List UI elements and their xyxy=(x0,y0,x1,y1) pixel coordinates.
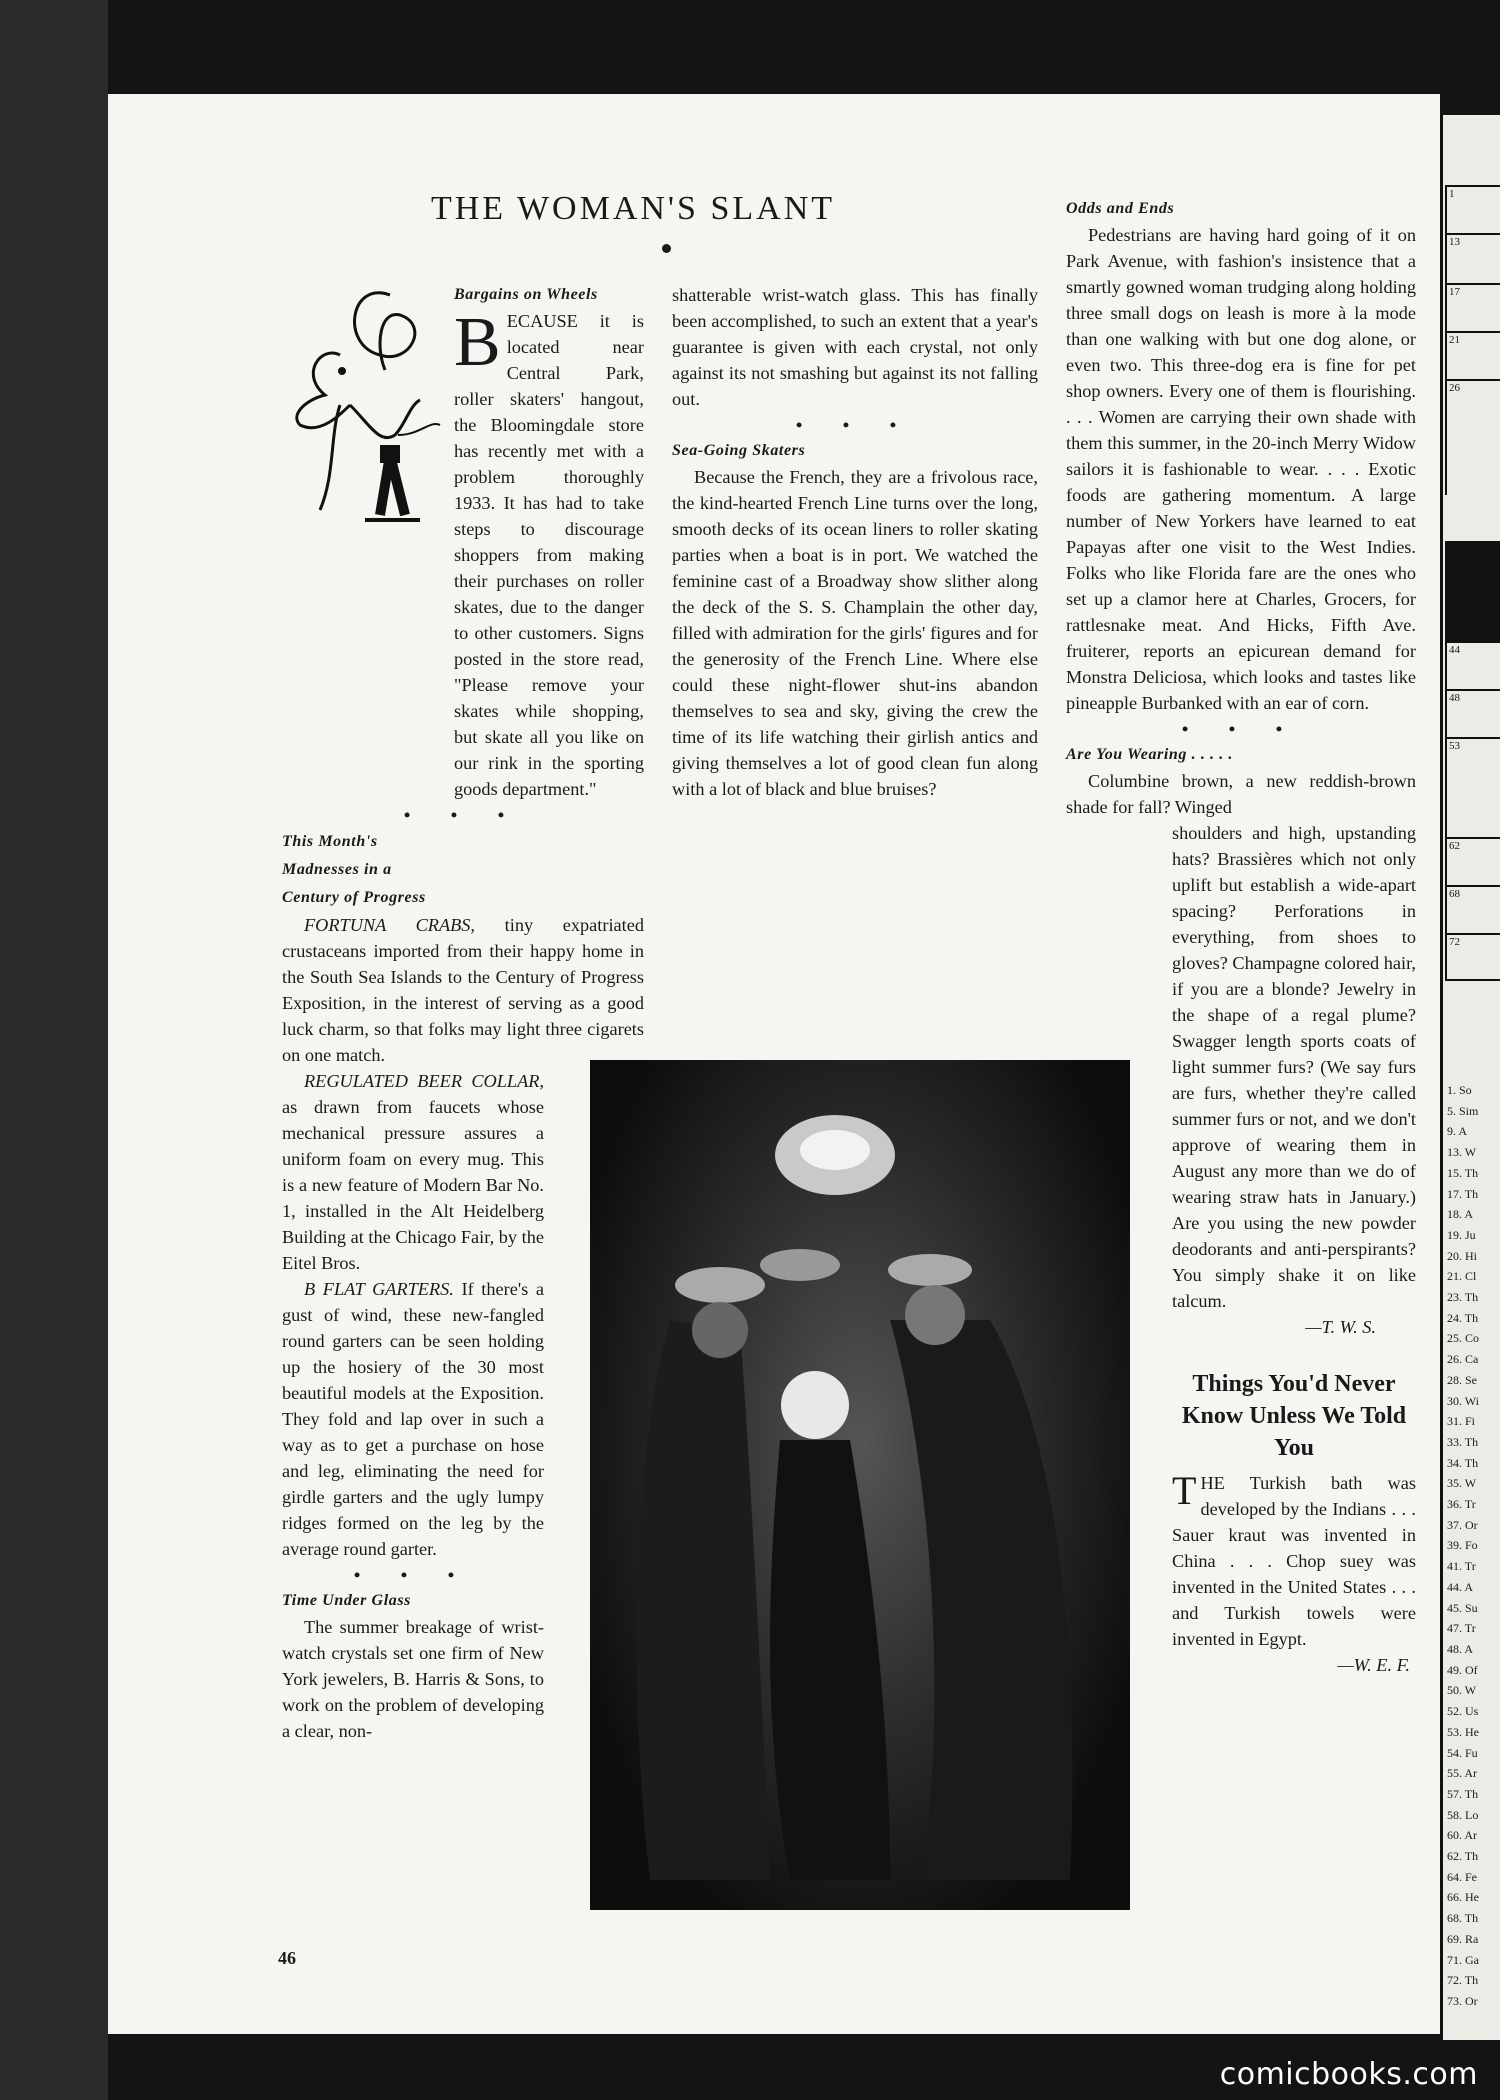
bargains-lead xyxy=(282,304,644,802)
crossword-clue: 35. W xyxy=(1447,1476,1477,1491)
crossword-clue: 18. A xyxy=(1447,1207,1474,1222)
crossword-clue: 41. Tr xyxy=(1447,1559,1476,1574)
fortuna-crabs-text: tiny expatriated crustaceans imported from their happy home in the South Sea Islands to the Century of Progress Exposition, in the interest of serving as a good luck charm, so that folks may light three cigarets on one match. xyxy=(282,915,644,1065)
sea-going-text: Because the French, they are a frivolous race, the kind-hearted French Line turns over the long, smooth decks of its ocean liners to roller skating parties when a boat is in port. We watched the feminine cast of a Broadway show slither along the deck of the S. S. Champlain the other day, filled with admiration for the girls' figures and for the generosity of the French Line. Where else could these night-flower shut-ins abandon themselves to sea and sky, giving the crew the time of its life watching their girlish antics and giving themselves a lot of good clean fun along with a lot of black and blue bruises? xyxy=(672,467,1038,799)
sidebar-box xyxy=(1172,1368,1416,1678)
crossword-cell: 53 xyxy=(1445,737,1500,837)
crossword-clue: 48. A xyxy=(1447,1641,1474,1656)
title-ornament xyxy=(662,244,671,253)
crossword-cell: 48 xyxy=(1445,689,1500,737)
crossword-clue: 71. Ga xyxy=(1447,1952,1479,1967)
garters-text: If there's a gust of wind, these new-fangled round garters can be seen holding up the hosiery of the 30 most beautiful models at the Exposition. They fold and lap over in such a way as to get a purchase on hose and leg, eliminating the need for girdle garters and the ugly lumpy ridges formed on the leg by the average round garter. xyxy=(282,1279,545,1559)
bargains-text: ECAUSE it is located near Central Park, roller skaters' hangout, the Bloomingdale store has recently met with a problem thoroughly 1933. It has had to take steps to discourage shoppers from making their purchases on roller skates, due to the danger to other customers. Signs posted in the store read, "Please remove your skates while shopping, but skate all you like on our rink in the sporting goods department." xyxy=(454,311,644,799)
crossword-clue: 60. Ar xyxy=(1447,1828,1477,1843)
crossword-cell: 72 xyxy=(1445,933,1500,981)
crossword-clue: 50. W xyxy=(1447,1683,1477,1698)
beer-collar-lead: REGULATED BEER COLLAR, xyxy=(304,1071,544,1091)
box-text xyxy=(1172,1470,1416,1652)
crossword-cell: 1 xyxy=(1445,185,1500,233)
crossword-cell: 37 xyxy=(1445,593,1500,641)
page-left-edge xyxy=(0,0,108,2100)
crossword-clue: 21. Cl xyxy=(1447,1269,1477,1284)
page-number: 46 xyxy=(278,1948,296,1968)
section-heading-are-you-wearing: Are You Wearing . . . . . xyxy=(1066,746,1234,763)
drop-cap: B xyxy=(454,304,501,381)
section-heading-sea-going: Sea-Going Skaters xyxy=(672,442,806,459)
crossword-clue: 24. Th xyxy=(1447,1310,1479,1325)
beer-collar-paragraph xyxy=(282,1068,544,1276)
crossword-clue: 23. Th xyxy=(1447,1290,1479,1305)
crossword-clue: 26. Ca xyxy=(1447,1352,1479,1367)
crossword-clue: 58. Lo xyxy=(1447,1807,1479,1822)
signature-wef: —W. E. F. xyxy=(1337,1655,1410,1675)
crossword-clue: 19. Ju xyxy=(1447,1227,1476,1242)
crowd-illustration xyxy=(590,1060,1130,1910)
crossword-cell: 26 xyxy=(1445,379,1500,495)
section-heading-bargains: Bargains on Wheels xyxy=(454,286,598,303)
are-you-wearing-text-b: shoulders and high, upstanding hats? Brassières which not only uplift but establish a wide-apart spacing? Perforations in everything, from shoes to gloves? Champagne colored hair, if you are a blonde? Jewelry in the shape of a regal plume? Swagger length sports coats of light summer furs? (We say furs are furs, whether they're called summer furs or not, and we don't approve of wearing them in August any more than we do of wearing straw hats in January.) Are you using the new powder deodorants and anti-perspirants? You simply shake it on like talcum. xyxy=(1172,823,1416,1311)
crossword-clue: 64. Fe xyxy=(1447,1869,1477,1884)
beer-collar-text: as drawn from faucets whose mechanical pressure assures a uniform foam on every mug. This is a new feature of Modern Bar No. 1, installed in the Alt Heidelberg Building at the Chicago Fair, by the Eitel Bros. xyxy=(282,1097,544,1273)
crossword-clues xyxy=(1447,1080,1479,2012)
crossword-clue: 66. He xyxy=(1447,1890,1479,1905)
section-separator: • • • xyxy=(403,805,523,825)
box-drop-cap: T xyxy=(1172,1468,1197,1513)
crossword-clue: 15. Th xyxy=(1447,1165,1479,1180)
crossword-clue: 47. Tr xyxy=(1447,1621,1476,1636)
crossword-clue: 54. Fu xyxy=(1447,1745,1478,1760)
column-2 xyxy=(672,282,1038,802)
crossword-fragment xyxy=(1440,115,1500,2040)
crossword-clue: 25. Co xyxy=(1447,1331,1480,1346)
crossword-clue: 36. Tr xyxy=(1447,1497,1476,1512)
crossword-clue: 33. Th xyxy=(1447,1434,1479,1449)
crossword-grid xyxy=(1443,185,1500,1025)
section-heading-odds-and-ends: Odds and Ends xyxy=(1066,200,1175,217)
crossword-clue: 34. Th xyxy=(1447,1455,1479,1470)
signature-tws: —T. W. S. xyxy=(1305,1317,1376,1337)
crossword-clue: 17. Th xyxy=(1447,1186,1479,1201)
crossword-clue: 37. Or xyxy=(1447,1517,1478,1532)
crossword-clue: 9. A xyxy=(1447,1124,1468,1139)
time-under-glass-text: The summer breakage of wrist-watch crystals set one firm of New York jewelers, B. Harris & Sons, to work on the problem of developing a clear, non- xyxy=(282,1617,544,1741)
crossword-clue: 45. Su xyxy=(1447,1600,1478,1615)
box-title: Things You'd Never Know Unless We Told You xyxy=(1181,1371,1407,1461)
crossword-clue: 30. Wi xyxy=(1447,1393,1479,1408)
fortuna-crabs-lead: FORTUNA CRABS, xyxy=(304,915,476,935)
section-separator: • • • xyxy=(353,1565,473,1585)
crossword-cell: 21 xyxy=(1445,331,1500,379)
are-you-wearing-text-a: Columbine brown, a new reddish-brown shade for fall? Winged xyxy=(1066,771,1416,817)
crossword-cell: 44 xyxy=(1445,641,1500,689)
crossword-clue: 68. Th xyxy=(1447,1911,1479,1926)
crossword-clue: 55. Ar xyxy=(1447,1766,1477,1781)
crossword-clue: 62. Th xyxy=(1447,1849,1479,1864)
garters-lead: B FLAT GARTERS. xyxy=(304,1279,454,1299)
crossword-clue: 49. Of xyxy=(1447,1662,1478,1677)
crossword-clue: 39. Fo xyxy=(1447,1538,1478,1553)
crossword-cell: 68 xyxy=(1445,885,1500,933)
crossword-clue: 69. Ra xyxy=(1447,1931,1479,1946)
site-logo: comicbooks.com xyxy=(1219,2057,1478,2092)
crossword-clue: 5. Sim xyxy=(1447,1103,1479,1118)
crossword-clue: 13. W xyxy=(1447,1145,1477,1160)
crossword-clue: 52. Us xyxy=(1447,1704,1479,1719)
section-heading-madnesses: This Month's Madnesses in a Century of Progress xyxy=(282,833,426,906)
watch-glass-text: shatterable wrist-watch glass. This has finally been accomplished, to such an extent that a year's guarantee is given with each crystal, not only against its not smashing but against its not falling out. xyxy=(672,285,1038,409)
column-3 xyxy=(1066,196,1416,1678)
crossword-cell: 17 xyxy=(1445,283,1500,331)
odds-and-ends-text: Pedestrians are having hard going of it on Park Avenue, with fashion's insistence that a smartly gowned woman trudging along holding three small dogs on leash is more à la mode than one walking with but one dog alone, or even two. This three-dog era is fine for pet shop owners. Every one of them is flourishing. . . . Women are carrying their own shade with them this summer, in the 20-inch Merry Widow sailors it is fashionable to wear. . . . Exotic foods are gathering momentum. A large number of New Yorkers have learned to eat Papayas after one visit to the West Indies. Folks who like Florida fare are the ones who set up a clamor here at Charles, Grocers, for rattlesnake meat. And Hicks, Fifth Ave. fruiterer, reports an epicurean demand for Monstra Deliciosa, which looks and tastes like pineapple Burbanked with an ear of corn. xyxy=(1066,225,1416,713)
section-separator: • • • xyxy=(795,415,915,435)
crossword-clue: 31. Fi xyxy=(1447,1414,1476,1429)
box-body: HE Turkish bath was developed by the Indians . . . Sauer kraut was invented in China . . . Chop suey was invented in the United States . . . and Turkish towels were invented in Egypt. xyxy=(1172,1473,1416,1649)
crossword-cell: 13 xyxy=(1445,233,1500,283)
crossword-cell: 62 xyxy=(1445,837,1500,885)
page-title: THE WOMAN'S SLANT xyxy=(430,190,836,227)
section-separator: • • • xyxy=(1181,719,1301,739)
garters-paragraph xyxy=(282,1276,544,1562)
crossword-clue: 1. So xyxy=(1447,1083,1472,1097)
crowd-drawing xyxy=(590,1060,1130,1910)
crossword-clue: 20. Hi xyxy=(1447,1248,1477,1263)
fortuna-crabs-paragraph xyxy=(282,912,644,1068)
crossword-clue: 57. Th xyxy=(1447,1786,1479,1801)
crossword-clue: 28. Se xyxy=(1447,1372,1477,1387)
crossword-clue: 73. Or xyxy=(1447,1993,1478,2008)
section-heading-time-under-glass: Time Under Glass xyxy=(282,1592,412,1609)
crossword-clue: 72. Th xyxy=(1447,1973,1479,1988)
crossword-clue: 53. He xyxy=(1447,1724,1479,1739)
crossword-clue: 44. A xyxy=(1447,1579,1474,1594)
